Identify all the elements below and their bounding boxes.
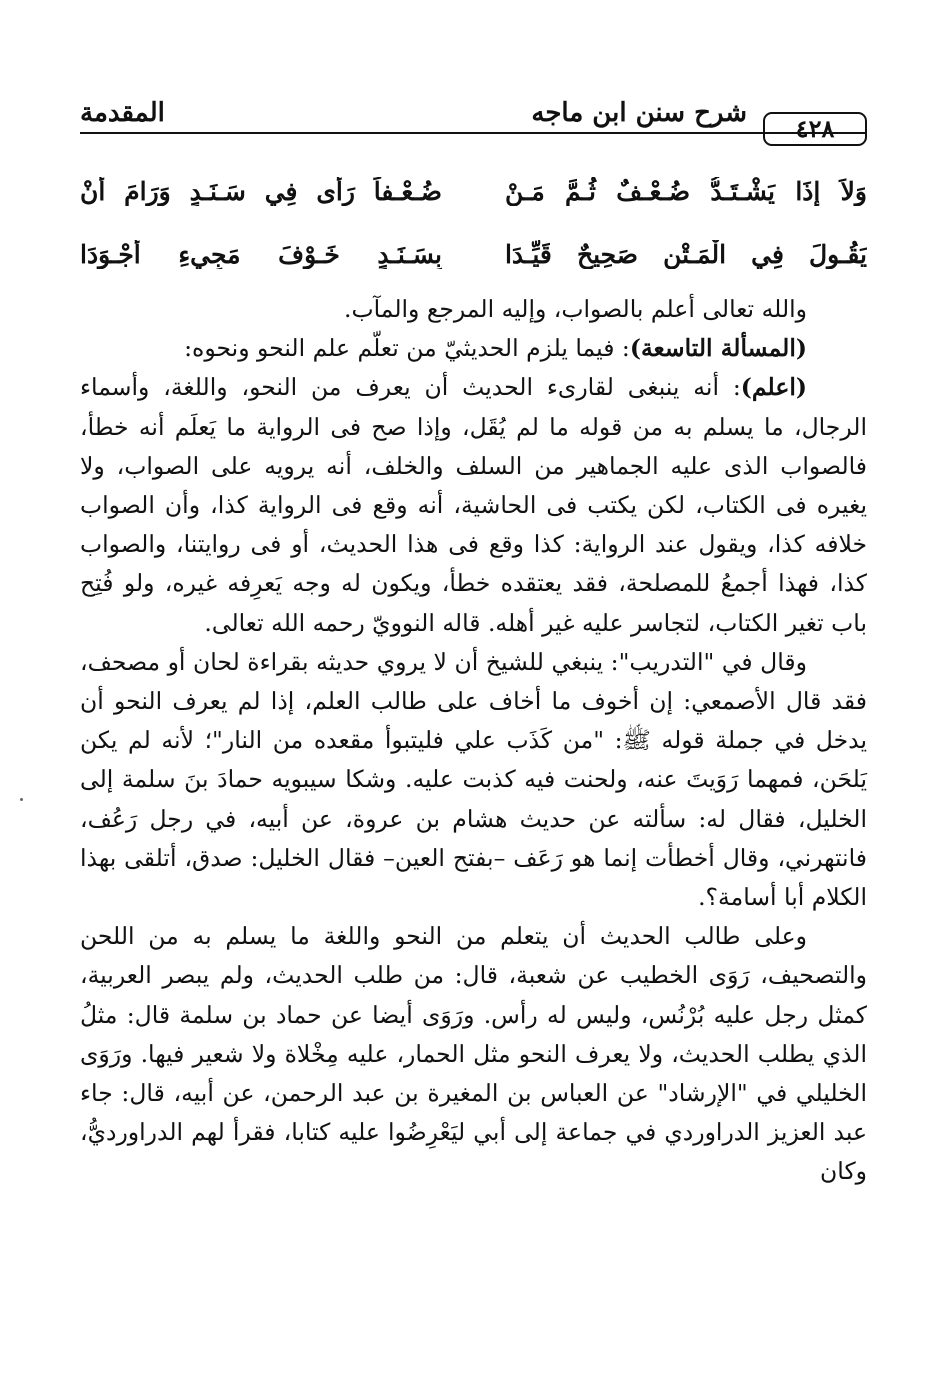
verse-line bbox=[80, 160, 867, 223]
section-title: المقدمة bbox=[80, 98, 165, 128]
paragraph-student: وعلى طالب الحديث أن يتعلم من النحو واللغة ما يسلم به من اللحن والتصحيف، رَوَى الخطيب عن شعبة، قال: من طلب الحديث، ولم يبصر العربية، كمثل رجل عليه بُرْنُس، وليس له رأس. ورَوَى أيضا عن حماد بن سلمة قال: مثلُ الذي يطلب الحديث، ولا يعرف النحو مثل الحمار، عليه مِخْلاة ولا شعير فيها. ورَوَى الخليلي في "الإرشاد" عن العباس بن المغيرة بن عبد الرحمن، عن أبيه، قال: جاء عبد العزيز الدراوردي في جماعة إلى أبي ليَعْرِضُوا عليه كتابا، فقرأ لهم الدراورديُّ، وكان bbox=[80, 922, 867, 1186]
question-text: : فيما يلزم الحديثيّ من تعلّم علم النحو ونحوه: bbox=[184, 334, 630, 363]
verse-second-half: ضُـعْـفاً رَأَى فِي سَـنَـدٍ وَرَامَ أَنْ bbox=[80, 177, 443, 206]
page-header bbox=[80, 98, 867, 143]
verse-line bbox=[80, 223, 867, 286]
main-text bbox=[80, 290, 867, 1192]
verse-first-half: وَلاَ إِذَا يَشْـتَـدُّ ضُـعْـفٌ ثُـمَّ مَـنْ bbox=[504, 177, 867, 206]
verse-first-half: يَقُـولَ فِي الْمَـتْنِ صَحِيحٌ قَيِّـدَا bbox=[504, 240, 867, 269]
scan-speck bbox=[20, 798, 23, 801]
paragraph-text: : أنه ينبغى لقارىء الحديث أن يعرف من النحو، واللغة، وأسماء الرجال، ما يسلم به من قوله ما لم يُقَل، وإذا صح فى الرواية ما يَعلَم أنه خطأ، فالصواب الذى عليه الجماهير من السلف والخلف، أنه يرويه على الصواب، ولا يغيره فى الكتاب، لكن يكتب فى الحاشية، أنه وقع فى الرواية كذا، وأن الصواب خلافه كذا، ويقول عند الرواية: كذا وقع فى هذا الحديث، أو فى روايتنا، والصواب كذا، فهذا أجمعُ للمصلحة، فقد يعتقده خطأ، ويكون له وجه يَعرِفه غيره، ولو فُتِح باب تغير الكتاب، لتجاسر عليه غير أهله. قاله النوويّ رحمه الله تعالى. bbox=[80, 373, 867, 637]
question-heading bbox=[80, 329, 867, 368]
poem-verses bbox=[80, 160, 867, 286]
book-title: شرح سنن ابن ماجه bbox=[531, 98, 747, 128]
question-lead: (المسألة التاسعة) bbox=[629, 334, 807, 363]
header-divider bbox=[80, 132, 867, 134]
paragraph-tadrib: وقال في "التدريب": ينبغي للشيخ أن لا يروي حديثه بقراءة لحان أو مصحف، فقد قال الأصمعي: إن أخوف ما أخاف على طالب العلم، إذا لم يعرف النحو أن يدخل في جملة قوله ﷺ: "من كَذَب علي فليتبوأ مقعده من النار"؛ لأنه لم يكن يَلحَن، فمهما رَوَيتَ عنه، ولحنت فيه كذبت عليه. وشكا سيبويه حمادَ بنَ سلمة إلى الخليل، فقال له: سألته عن حديث هشام بن عروة، عن أبيه، في رجل رَعُف، فانتهرني، وقال أخطأت إنما هو رَعَف –بفتح العين– فقال الخليل: صدق، أتلقى بهذا الكلام أبا أسامة؟. bbox=[80, 647, 867, 912]
verse-second-half: بِسَـنَـدٍ خَـوْفَ مَجِيءِ أَجْـوَدَا bbox=[80, 240, 443, 269]
closing-line: والله تعالى أعلم بالصواب، وإليه المرجع والمآب. bbox=[344, 295, 807, 323]
paragraph-know bbox=[80, 368, 867, 642]
page-number: ٤٢٨ bbox=[763, 112, 867, 146]
paragraph-lead: (اعلم) bbox=[740, 373, 807, 402]
